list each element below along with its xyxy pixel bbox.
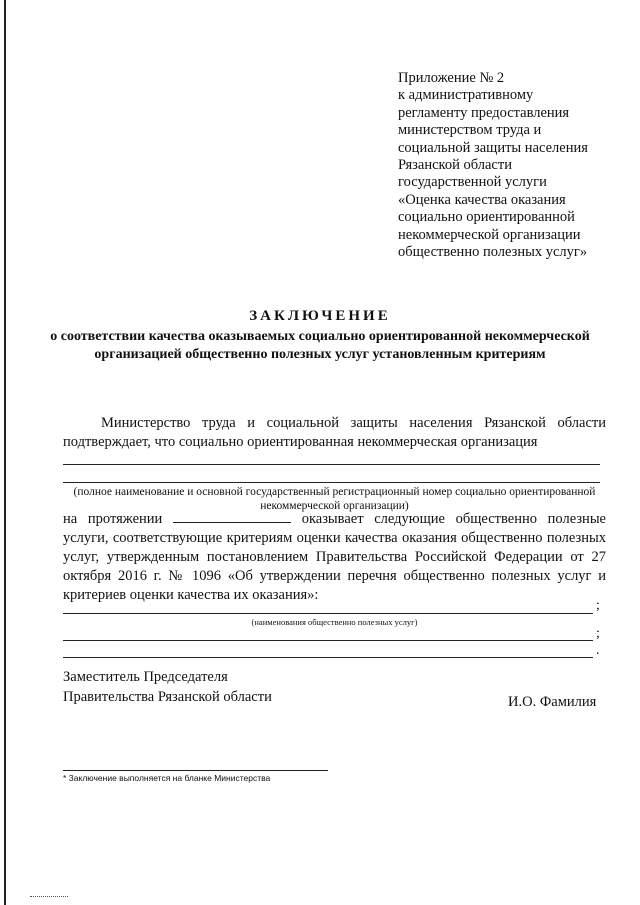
signature-position	[63, 667, 272, 707]
attachment-line: к административному	[398, 87, 534, 104]
scan-edge	[4, 0, 6, 905]
attachment-line: Приложение № 2	[398, 70, 505, 86]
attachment-line: «Оценка качества оказания	[398, 191, 566, 208]
attachment-line: Рязанской области	[398, 157, 512, 174]
footnote-divider	[63, 770, 328, 771]
attachment-line: государственной услуги	[398, 174, 547, 191]
document-title	[40, 308, 600, 364]
signature-position-line: Заместитель Председателя	[63, 669, 228, 685]
title-subtitle: о соответствии качества оказываемых социально ориентированной некоммерческой организацией общественно полезных услуг установленным критериям	[50, 329, 590, 362]
title-main: ЗАКЛЮЧЕНИЕ	[249, 308, 391, 324]
semicolon-mark: ;	[596, 598, 600, 613]
attachment-line: министерством труда и	[398, 122, 542, 139]
period-blank	[173, 510, 291, 523]
attachment-line: регламенту предоставления	[398, 104, 570, 121]
org-name-blank-line	[63, 482, 600, 483]
attachment-line: общественно полезных услуг»	[398, 244, 588, 261]
attachment-line: некоммерческой организации	[398, 226, 581, 243]
services-caption: (наименования общественно полезных услуг)	[251, 617, 418, 627]
services-blank-line	[63, 613, 593, 614]
period-suffix: оказывает следующие общественно полезные	[301, 511, 606, 527]
attachment-header	[398, 70, 618, 261]
period-prefix: на протяжении	[63, 511, 163, 527]
semicolon-mark: ;	[596, 626, 600, 641]
attachment-line: социальной защиты населения	[398, 139, 588, 156]
period-mark: .	[596, 643, 600, 658]
period-line	[63, 510, 606, 529]
footnote-text: * Заключение выполняется на бланке Министерства	[63, 773, 271, 783]
scan-artifact	[30, 896, 68, 901]
signature-name: И.О. Фамилия	[508, 694, 597, 710]
services-blank-line	[63, 640, 593, 641]
intro-paragraph: Министерство труда и социальной защиты населения Рязанской области подтверждает, что социально ориентированная некоммерческая организация	[63, 415, 606, 450]
services-blank-line	[63, 657, 593, 658]
services-paragraph: услуги, соответствующие критериям оценки качества оказания общественно полезных услуг, утвержденным постановлением Правительства Российской Федерации от 27 октября 2016 г. № 1096 «Об утверждении перечня общественно полезных услуг и критериев оценки качества их оказания»:	[63, 530, 606, 603]
org-name-blank-line	[63, 464, 600, 465]
org-caption: (полное наименование и основной государственный регистрационный номер социально ориентированной некоммерческой организации)	[73, 486, 596, 512]
attachment-line: социально ориентированной	[398, 209, 575, 226]
signature-position-line: Правительства Рязанской области	[63, 689, 272, 705]
